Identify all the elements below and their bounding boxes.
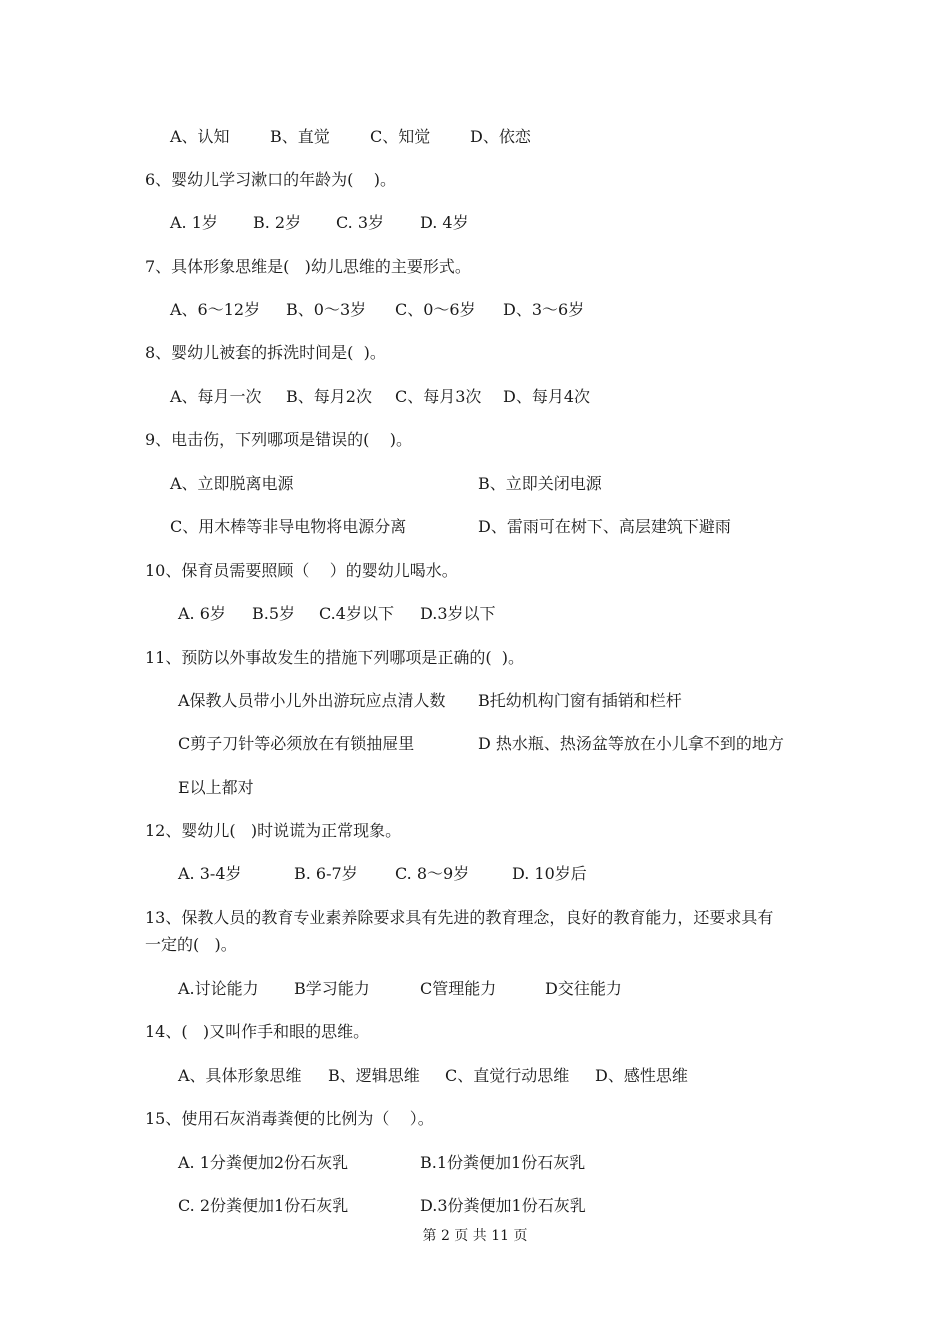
option-b: B. 2岁: [253, 213, 302, 232]
option-d: D. 10岁后: [512, 864, 587, 883]
option-a: A、每月一次: [170, 387, 262, 406]
question-8-stem: 8、婴幼儿被套的拆洗时间是( )。: [145, 343, 386, 362]
option-c: C. 2份粪便加1份石灰乳: [178, 1196, 349, 1215]
option-a: A、6～12岁: [170, 300, 261, 319]
option-c: C. 3岁: [336, 213, 385, 232]
option-a: A. 1分粪便加2份石灰乳: [178, 1153, 349, 1172]
option-d: D.3岁以下: [420, 604, 496, 623]
option-a: A. 6岁: [178, 604, 226, 623]
question-13-stem-continued: 一定的( )。: [145, 935, 237, 954]
option-d: D、感性思维: [595, 1066, 688, 1085]
option-a: A. 3-4岁: [178, 864, 242, 883]
option-b: B托幼机构门窗有插销和栏杆: [478, 691, 682, 710]
option-d: D、每月4次: [503, 387, 591, 406]
option-b: B、直觉: [270, 127, 330, 146]
option-b: B、0～3岁: [286, 300, 367, 319]
option-c: C.4岁以下: [319, 604, 394, 623]
option-b: B.1份粪便加1份石灰乳: [420, 1153, 586, 1172]
question-11-stem: 11、预防以外事故发生的措施下列哪项是正确的( )。: [145, 648, 525, 667]
option-b: B、逻辑思维: [328, 1066, 420, 1085]
option-b: B. 6-7岁: [294, 864, 358, 883]
question-13-stem: 13、保教人员的教育专业素养除要求具有先进的教育理念，良好的教育能力，还要求具有: [145, 908, 774, 927]
question-15-stem: 15、使用石灰消毒粪便的比例为（ ）。: [145, 1109, 434, 1128]
option-d: D.3份粪便加1份石灰乳: [420, 1196, 586, 1215]
page-number-footer: 第 2 页 共 11 页: [422, 1228, 528, 1244]
option-a: A.讨论能力: [178, 979, 259, 998]
option-a: A. 1岁: [170, 213, 218, 232]
option-b: B.5岁: [252, 604, 296, 623]
option-c: C、每月3次: [395, 387, 482, 406]
question-6-stem: 6、婴幼儿学习漱口的年龄为( )。: [145, 170, 397, 189]
question-7-stem: 7、具体形象思维是( )幼儿思维的主要形式。: [145, 257, 471, 276]
option-c: C、0～6岁: [395, 300, 476, 319]
option-d: D 热水瓶、热汤盆等放在小儿拿不到的地方: [478, 734, 784, 753]
option-a: A、具体形象思维: [178, 1066, 302, 1085]
option-b: B、立即关闭电源: [478, 474, 602, 493]
option-d: D交往能力: [545, 979, 622, 998]
option-c: C、用木棒等非导电物将电源分离: [170, 517, 407, 536]
option-b: B学习能力: [294, 979, 370, 998]
question-9-stem: 9、电击伤，下列哪项是错误的( )。: [145, 430, 413, 449]
option-d: D、3～6岁: [503, 300, 585, 319]
question-10-stem: 10、保育员需要照顾（ ）的婴幼儿喝水。: [145, 561, 458, 580]
option-d: D、雷雨可在树下、高层建筑下避雨: [478, 517, 731, 536]
option-a: A保教人员带小儿外出游玩应点清人数: [178, 691, 446, 710]
option-a: A、认知: [170, 127, 230, 146]
question-12-stem: 12、婴幼儿( )时说谎为正常现象。: [145, 821, 402, 840]
question-14-stem: 14、( )又叫作手和眼的思维。: [145, 1022, 370, 1041]
option-d: D、依恋: [470, 127, 531, 146]
option-c: C、知觉: [370, 127, 431, 146]
option-c: C管理能力: [420, 979, 497, 998]
option-c: C. 8～9岁: [395, 864, 470, 883]
option-c: C剪子刀针等必须放在有锁抽屉里: [178, 734, 415, 753]
option-c: C、直觉行动思维: [445, 1066, 570, 1085]
option-a: A、立即脱离电源: [170, 474, 294, 493]
option-e: E以上都对: [178, 778, 254, 797]
option-d: D. 4岁: [420, 213, 469, 232]
option-b: B、每月2次: [286, 387, 372, 406]
